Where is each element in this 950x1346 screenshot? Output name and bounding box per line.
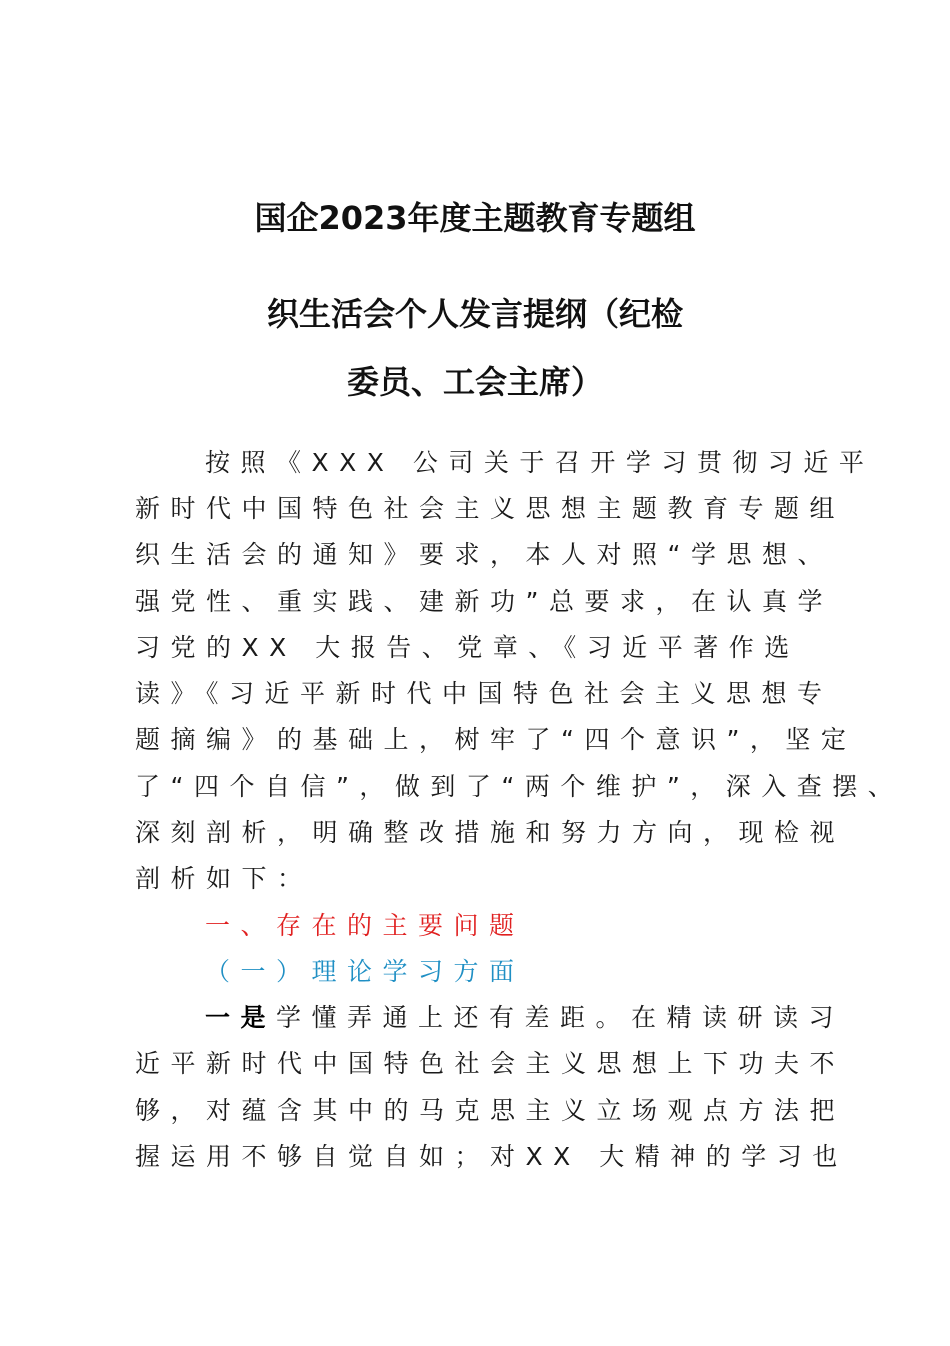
intro-line-3: 织生活会的通知》要求，本人对照“学思想、 (135, 540, 833, 569)
doc-title-line-3: 委员、工会主席） (346, 363, 603, 401)
point-1-line-2: 近平新时代中国特色社会主义思想上下功夫不 (135, 1049, 846, 1078)
intro-line-5: 习党的XX 大报告、党章、《习近平著作选 (135, 633, 800, 662)
intro-line-10: 剖析如下： (135, 864, 313, 893)
point-1-lead: 一是 (205, 1003, 277, 1032)
point-1-line-3: 够，对蕴含其中的马克思主义立场观点方法把 (135, 1096, 846, 1125)
intro-line-7: 题摘编》的基础上，树牢了“四个意识”，坚定 (135, 725, 857, 754)
intro-line-4: 强党性、重实践、建新功”总要求，在认真学 (135, 587, 833, 616)
intro-line-1: 按照《XXX 公司关于召开学习贯彻习近平 (205, 448, 875, 477)
doc-title-line-1: 国企2023年度主题教育专题组 (254, 199, 696, 237)
point-1-first-line-text: 学懂弄通上还有差距。在精读研读习 (276, 1003, 845, 1032)
point-1-line-4: 握运用不够自觉自如；对XX 大精神的学习也 (135, 1142, 848, 1171)
intro-line-6: 读》《习近平新时代中国特色社会主义思想专 (135, 679, 833, 708)
point-1-line-1 (205, 998, 844, 1034)
section-heading-1: 一、存在的主要问题 (205, 911, 525, 940)
doc-title-line-2: 织生活会个人发言提纲（纪检 (266, 295, 683, 333)
intro-line-9: 深刻剖析，明确整改措施和努力方向，现检视 (135, 818, 846, 847)
subsection-heading-1: （一）理论学习方面 (205, 957, 525, 986)
intro-line-2: 新时代中国特色社会主义思想主题教育专题组 (135, 494, 846, 523)
intro-line-8: 了“四个自信”，做到了“两个维护”，深入查摆、 (135, 772, 904, 801)
